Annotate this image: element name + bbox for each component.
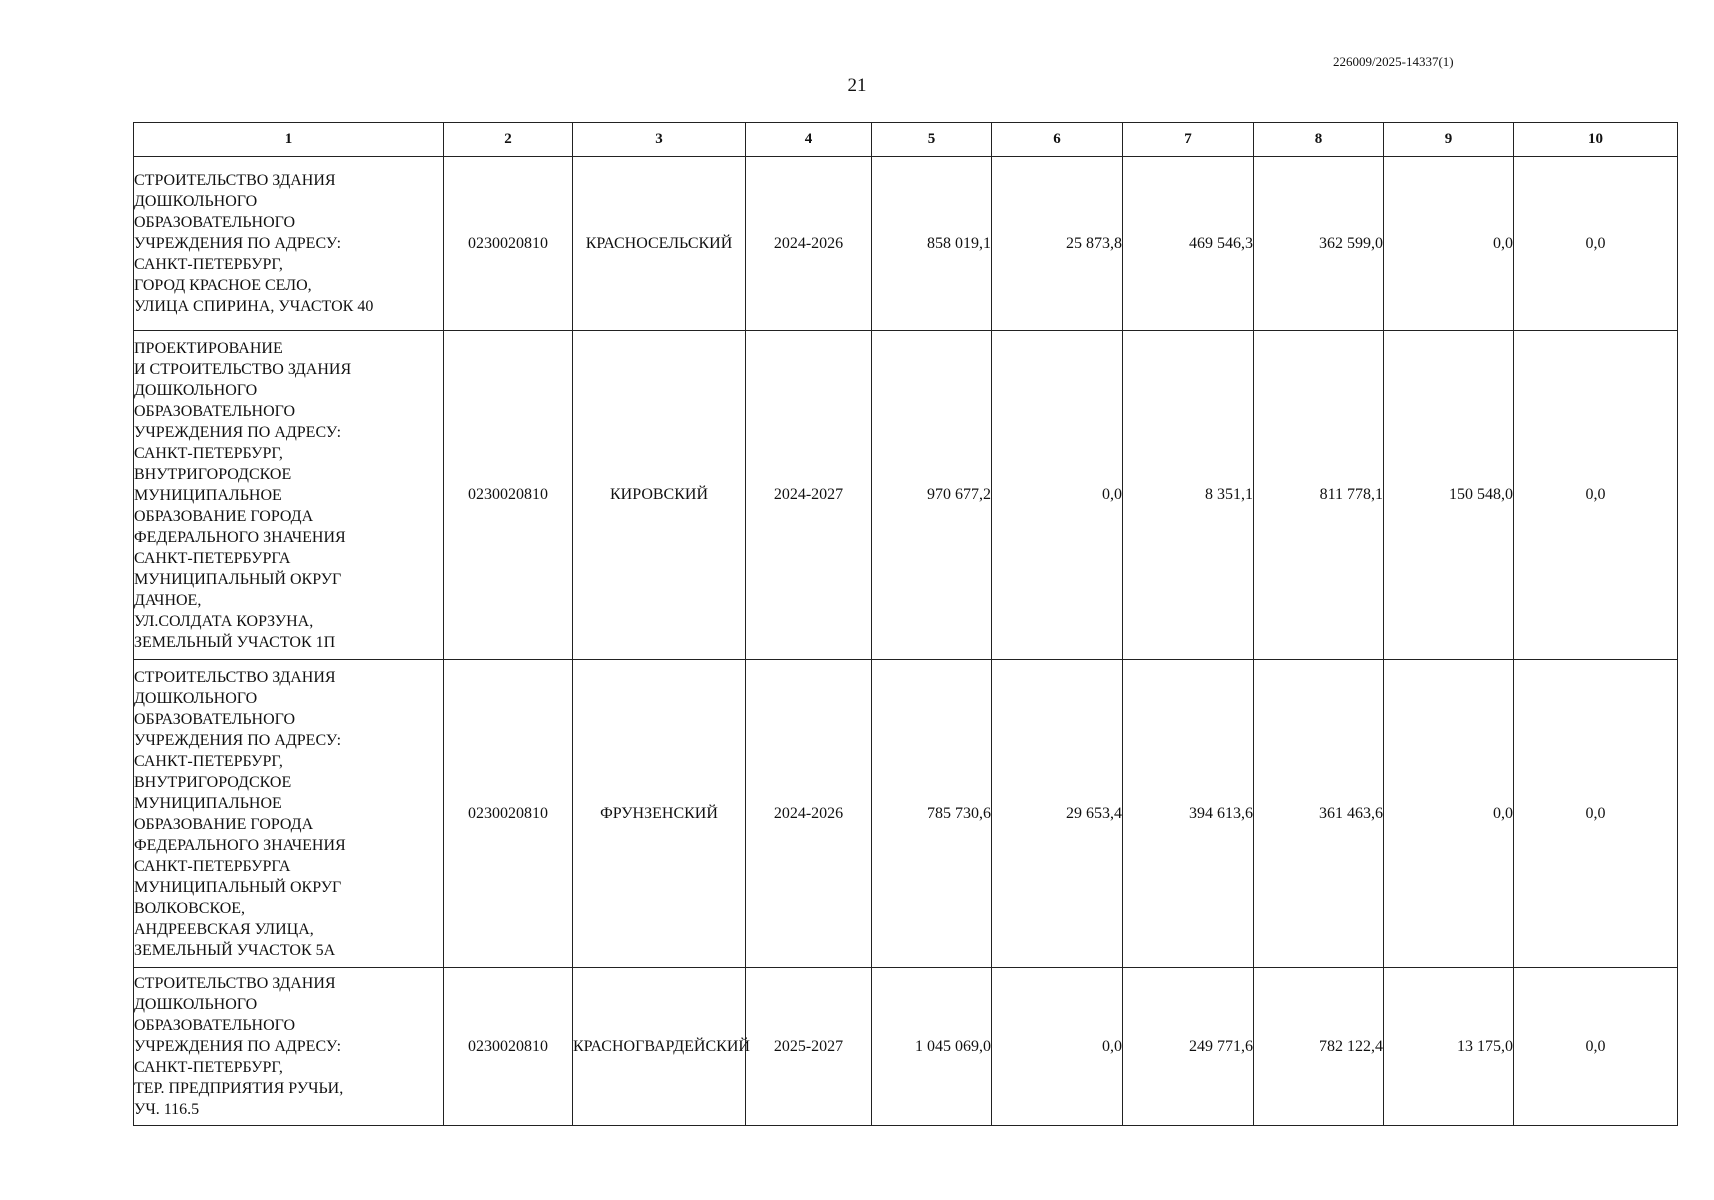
object-name-line: САНКТ-ПЕТЕРБУРГ,: [134, 752, 283, 770]
object-name-line: ФЕДЕРАЛЬНОГО ЗНАЧЕНИЯ: [134, 836, 346, 854]
district-cell: КРАСНОСЕЛЬСКИЙ: [573, 157, 746, 331]
object-name-line: САНКТ-ПЕТЕРБУРГ,: [134, 1059, 283, 1076]
object-name-line: МУНИЦИПАЛЬНОЕ: [134, 486, 282, 504]
value-cell-8: 362 599,0: [1254, 157, 1384, 331]
object-name-line: ДОШКОЛЬНОГО: [134, 996, 258, 1013]
table-row: [134, 157, 1678, 331]
object-name-line: ЗЕМЕЛЬНЫЙ УЧАСТОК 1П: [134, 633, 336, 651]
period-cell: 2024-2026: [746, 660, 872, 968]
object-name-line: АНДРЕЕВСКАЯ УЛИЦА,: [134, 920, 314, 938]
table-row: [134, 968, 1678, 1126]
column-header: 1: [134, 123, 444, 157]
header-row: [134, 123, 1678, 157]
value-cell-7: 394 613,6: [1123, 660, 1254, 968]
object-name-cell: [134, 968, 444, 1126]
object-name-line: СТРОИТЕЛЬСТВО ЗДАНИЯ: [134, 172, 336, 189]
district-cell: КРАСНОГВАРДЕЙСКИЙ: [573, 968, 746, 1126]
object-name-line: ТЕР. ПРЕДПРИЯТИЯ РУЧЬИ,: [134, 1080, 344, 1097]
object-name-line: ЗЕМЕЛЬНЫЙ УЧАСТОК 5А: [134, 941, 336, 959]
value-cell-5: 1 045 069,0: [872, 968, 992, 1126]
period-cell: 2024-2026: [746, 157, 872, 331]
object-name-line: ВНУТРИГОРОДСКОЕ: [134, 773, 292, 791]
object-name-line: СТРОИТЕЛЬСТВО ЗДАНИЯ: [134, 668, 336, 686]
value-cell-9: 150 548,0: [1384, 331, 1514, 660]
value-cell-10: 0,0: [1514, 331, 1678, 660]
column-header: 3: [573, 123, 746, 157]
value-cell-7: 469 546,3: [1123, 157, 1254, 331]
object-name-line: МУНИЦИПАЛЬНОЕ: [134, 794, 282, 812]
value-cell-5: 785 730,6: [872, 660, 992, 968]
column-header: 7: [1123, 123, 1254, 157]
table-row: [134, 331, 1678, 660]
column-header: 6: [992, 123, 1123, 157]
object-name-line: ВОЛКОВСКОЕ,: [134, 899, 246, 917]
object-name-line: СТРОИТЕЛЬСТВО ЗДАНИЯ: [134, 975, 336, 992]
code-cell: 0230020810: [444, 660, 573, 968]
object-name-line: ДОШКОЛЬНОГО: [134, 689, 258, 707]
object-name-line: И СТРОИТЕЛЬСТВО ЗДАНИЯ: [134, 360, 352, 378]
object-name-line: ДОШКОЛЬНОГО: [134, 193, 258, 210]
value-cell-8: 811 778,1: [1254, 331, 1384, 660]
value-cell-5: 970 677,2: [872, 331, 992, 660]
object-name-line: САНКТ-ПЕТЕРБУРГА: [134, 549, 291, 567]
district-cell: ФРУНЗЕНСКИЙ: [573, 660, 746, 968]
period-cell: 2025-2027: [746, 968, 872, 1126]
column-header: 5: [872, 123, 992, 157]
object-name-line: ОБРАЗОВАНИЕ ГОРОДА: [134, 815, 314, 833]
period-cell: 2024-2027: [746, 331, 872, 660]
object-name-line: МУНИЦИПАЛЬНЫЙ ОКРУГ: [134, 878, 342, 896]
district-cell: КИРОВСКИЙ: [573, 331, 746, 660]
object-name-cell: [134, 331, 444, 660]
code-cell: 0230020810: [444, 157, 573, 331]
value-cell-7: 8 351,1: [1123, 331, 1254, 660]
object-name-cell: [134, 157, 444, 331]
object-name-line: МУНИЦИПАЛЬНЫЙ ОКРУГ: [134, 570, 342, 588]
value-cell-9: 0,0: [1384, 157, 1514, 331]
data-table: [133, 122, 1678, 1126]
object-name-line: ПРОЕКТИРОВАНИЕ: [134, 339, 283, 357]
object-name-line: ОБРАЗОВАНИЕ ГОРОДА: [134, 507, 314, 525]
object-name-line: УЧРЕЖДЕНИЯ ПО АДРЕСУ:: [134, 423, 342, 441]
object-name-line: ВНУТРИГОРОДСКОЕ: [134, 465, 292, 483]
value-cell-8: 782 122,4: [1254, 968, 1384, 1126]
object-name-line: УЧРЕЖДЕНИЯ ПО АДРЕСУ:: [134, 1038, 342, 1055]
column-header: 10: [1514, 123, 1678, 157]
value-cell-10: 0,0: [1514, 157, 1678, 331]
value-cell-6: 29 653,4: [992, 660, 1123, 968]
object-name-line: ДАЧНОЕ,: [134, 591, 202, 609]
object-name-line: ДОШКОЛЬНОГО: [134, 381, 258, 399]
value-cell-8: 361 463,6: [1254, 660, 1384, 968]
object-name-line: ОБРАЗОВАТЕЛЬНОГО: [134, 214, 296, 231]
object-name-line: ФЕДЕРАЛЬНОГО ЗНАЧЕНИЯ: [134, 528, 346, 546]
code-cell: 0230020810: [444, 968, 573, 1126]
value-cell-10: 0,0: [1514, 968, 1678, 1126]
column-header: 4: [746, 123, 872, 157]
object-name-line: УЧРЕЖДЕНИЯ ПО АДРЕСУ:: [134, 235, 342, 252]
column-header: 9: [1384, 123, 1514, 157]
object-name-line: УЧРЕЖДЕНИЯ ПО АДРЕСУ:: [134, 731, 342, 749]
value-cell-6: 0,0: [992, 968, 1123, 1126]
value-cell-10: 0,0: [1514, 660, 1678, 968]
object-name-line: ОБРАЗОВАТЕЛЬНОГО: [134, 1017, 296, 1034]
object-name-line: ОБРАЗОВАТЕЛЬНОГО: [134, 402, 296, 420]
value-cell-9: 0,0: [1384, 660, 1514, 968]
value-cell-9: 13 175,0: [1384, 968, 1514, 1126]
object-name-line: ОБРАЗОВАТЕЛЬНОГО: [134, 710, 296, 728]
page-number: 21: [847, 75, 867, 96]
value-cell-7: 249 771,6: [1123, 968, 1254, 1126]
column-header: 8: [1254, 123, 1384, 157]
object-name-line: ГОРОД КРАСНОЕ СЕЛО,: [134, 277, 312, 294]
table-row: [134, 660, 1678, 968]
value-cell-6: 0,0: [992, 331, 1123, 660]
object-name-line: САНКТ-ПЕТЕРБУРГА: [134, 857, 291, 875]
object-name-line: САНКТ-ПЕТЕРБУРГ,: [134, 256, 283, 273]
object-name-line: УЛ.СОЛДАТА КОРЗУНА,: [134, 612, 314, 630]
object-name-line: САНКТ-ПЕТЕРБУРГ,: [134, 444, 283, 462]
value-cell-5: 858 019,1: [872, 157, 992, 331]
object-name-cell: [134, 660, 444, 968]
column-header: 2: [444, 123, 573, 157]
object-name-line: УЧ. 116.5: [134, 1101, 200, 1118]
code-cell: 0230020810: [444, 331, 573, 660]
value-cell-6: 25 873,8: [992, 157, 1123, 331]
document-id: 226009/2025-14337(1): [1333, 54, 1454, 69]
object-name-line: УЛИЦА СПИРИНА, УЧАСТОК 40: [134, 298, 374, 315]
